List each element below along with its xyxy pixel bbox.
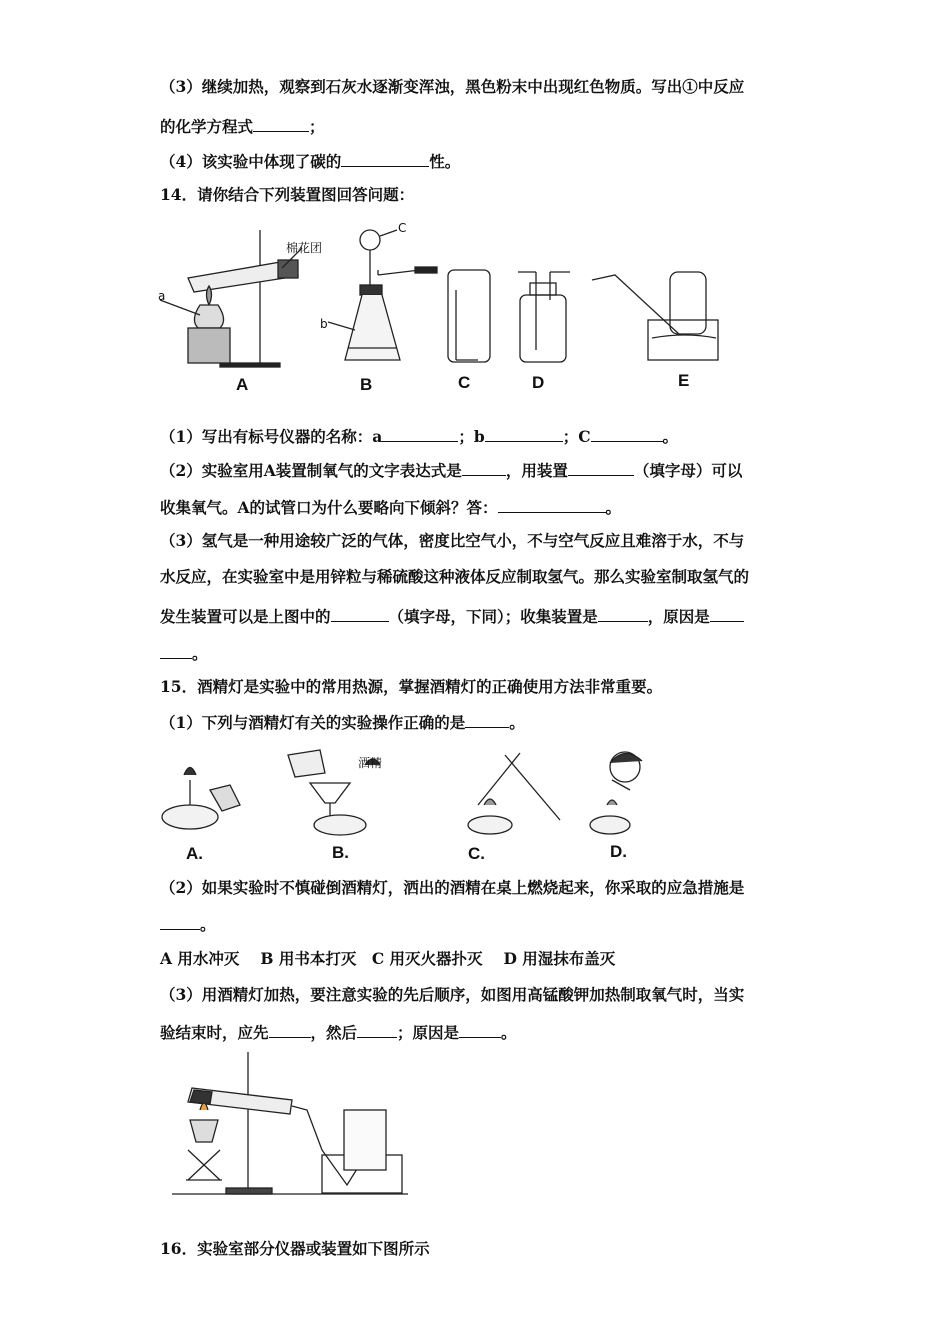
option-c-label: C. xyxy=(468,844,485,863)
blank-tilt-reason[interactable] xyxy=(498,496,606,513)
blank-word-equation[interactable] xyxy=(462,459,506,476)
alcohol-label: 酒精 xyxy=(358,756,383,770)
q14-part2-line2 xyxy=(160,496,621,518)
blank-collector[interactable] xyxy=(598,605,648,622)
label-e: E xyxy=(678,371,690,390)
q14-part3-text-b: （填字母，下同）；收集装置是 xyxy=(388,607,598,626)
q14-part3-line2: 水反应，在实验室中是用锌粒与稀硫酸这种液体反应制取氢气。那么实验室制取氢气的 xyxy=(160,567,750,586)
punct: 性。 xyxy=(429,152,461,171)
label-c: C xyxy=(458,373,471,392)
q14-title: 14．请你结合下列装置图回答问题： xyxy=(160,185,415,204)
q14-part2-line1 xyxy=(160,459,742,481)
label-b: B xyxy=(360,375,373,394)
q15-part1-text: （1）下列与酒精灯有关的实验操作正确的是 xyxy=(160,713,466,732)
q14-part3-text-c: ，原因是 xyxy=(647,607,710,626)
q13-part3-line2 xyxy=(160,115,325,137)
blank-correct-op[interactable] xyxy=(465,711,509,728)
q15-part3-text-c: ；原因是 xyxy=(397,1023,460,1042)
alcohol-lamp-figure xyxy=(160,745,680,867)
apparatus-c xyxy=(448,270,490,362)
q15-part1 xyxy=(160,711,525,733)
apparatus-b xyxy=(328,230,437,360)
blank-order-reason[interactable] xyxy=(459,1021,501,1038)
q15-options: A 用水冲灭 B 用书本打灭 C 用灭火器扑灭 D 用湿抹布盖灭 xyxy=(160,949,616,968)
option-a-figure xyxy=(162,768,240,830)
apparatus-figure-q14 xyxy=(160,220,720,400)
q14-part1 xyxy=(160,425,678,447)
blank-b[interactable] xyxy=(485,425,563,442)
sep-c: ；C xyxy=(562,427,591,446)
q14-part2-text-c: （填字母）可以 xyxy=(633,461,743,480)
apparatus-e xyxy=(592,272,718,360)
blank-collect-device[interactable] xyxy=(568,459,634,476)
q15-title: 15．酒精灯是实验中的常用热源，掌握酒精灯的正确使用方法非常重要。 xyxy=(160,677,663,696)
blank-second-step[interactable] xyxy=(357,1021,397,1038)
label-d: D xyxy=(532,373,545,392)
q15-part3-line1: （3）用酒精灯加热，要注意实验的先后顺序，如图用高锰酸钾加热制取氧气时，当实 xyxy=(160,985,745,1004)
q15-part3-text-a: 验结束时，应先 xyxy=(160,1023,269,1042)
punct: ； xyxy=(309,117,325,136)
q15-part3-text-b: ，然后 xyxy=(310,1023,358,1042)
punct: 。 xyxy=(200,915,216,934)
sep-b: ；b xyxy=(458,427,485,446)
apparatus-a xyxy=(160,230,302,367)
label-a: A xyxy=(236,375,249,394)
punct: 。 xyxy=(192,644,208,663)
blank-reason[interactable] xyxy=(710,605,744,622)
q14-part2-text-b: ，用装置 xyxy=(505,461,568,480)
q13-part4-text: （4）该实验中体现了碳的 xyxy=(160,152,342,171)
blank-c[interactable] xyxy=(591,425,663,442)
blank-generator[interactable] xyxy=(331,605,389,622)
q15-part2-line1: （2）如果实验时不慎碰倒酒精灯，洒出的酒精在桌上燃烧起来，你采取的应急措施是 xyxy=(160,878,745,897)
option-c-figure xyxy=(468,753,560,834)
q14-part3-line4 xyxy=(160,642,208,664)
option-d-figure xyxy=(590,752,642,834)
punct: 。 xyxy=(501,1023,517,1042)
blank-reason-cont[interactable] xyxy=(160,642,192,659)
option-d-label: D. xyxy=(610,842,627,861)
apparatus-d xyxy=(518,272,570,362)
q14-part3-line1: （3）氢气是一种用途较广泛的气体，密度比空气小，不与空气反应且难溶于水，不与 xyxy=(160,531,745,550)
q14-part1-text: （1）写出有标号仪器的名称：a xyxy=(160,427,383,446)
blank-carbon-property[interactable] xyxy=(341,150,429,167)
tag-b: b xyxy=(320,317,328,331)
punct: 。 xyxy=(605,498,622,517)
blank-a[interactable] xyxy=(382,425,458,442)
kmno4-oxygen-apparatus xyxy=(172,1050,408,1200)
blank-first-step[interactable] xyxy=(269,1021,311,1038)
q14-part2-question: 收集氧气。A的试管口为什么要略向下倾斜？答： xyxy=(160,498,498,517)
cotton-label: 棉花团 xyxy=(286,241,323,255)
punct: 。 xyxy=(509,713,525,732)
blank-equation[interactable] xyxy=(253,115,309,132)
q15-part3-line2 xyxy=(160,1021,517,1043)
q13-part4 xyxy=(160,150,460,172)
q14-part3-text-a: 发生装置可以是上图中的 xyxy=(160,607,331,626)
option-b-label: B. xyxy=(332,843,349,862)
tag-a: a xyxy=(158,289,166,303)
punct: 。 xyxy=(662,427,679,446)
tag-c: C xyxy=(398,221,407,235)
option-a-label: A. xyxy=(186,844,203,863)
q14-part3-line3 xyxy=(160,605,744,627)
q13-part3-line1: （3）继续加热，观察到石灰水逐渐变浑浊，黑色粉末中出现红色物质。写出①中反应 xyxy=(160,77,745,96)
blank-emergency[interactable] xyxy=(160,913,200,930)
q15-part2-line2 xyxy=(160,913,216,935)
q13-part3-text: 的化学方程式 xyxy=(160,117,254,136)
q16-title: 16．实验室部分仪器或装置如下图所示 xyxy=(160,1239,430,1258)
q14-part2-text-a: （2）实验室用A装置制氧气的文字表达式是 xyxy=(160,461,462,480)
